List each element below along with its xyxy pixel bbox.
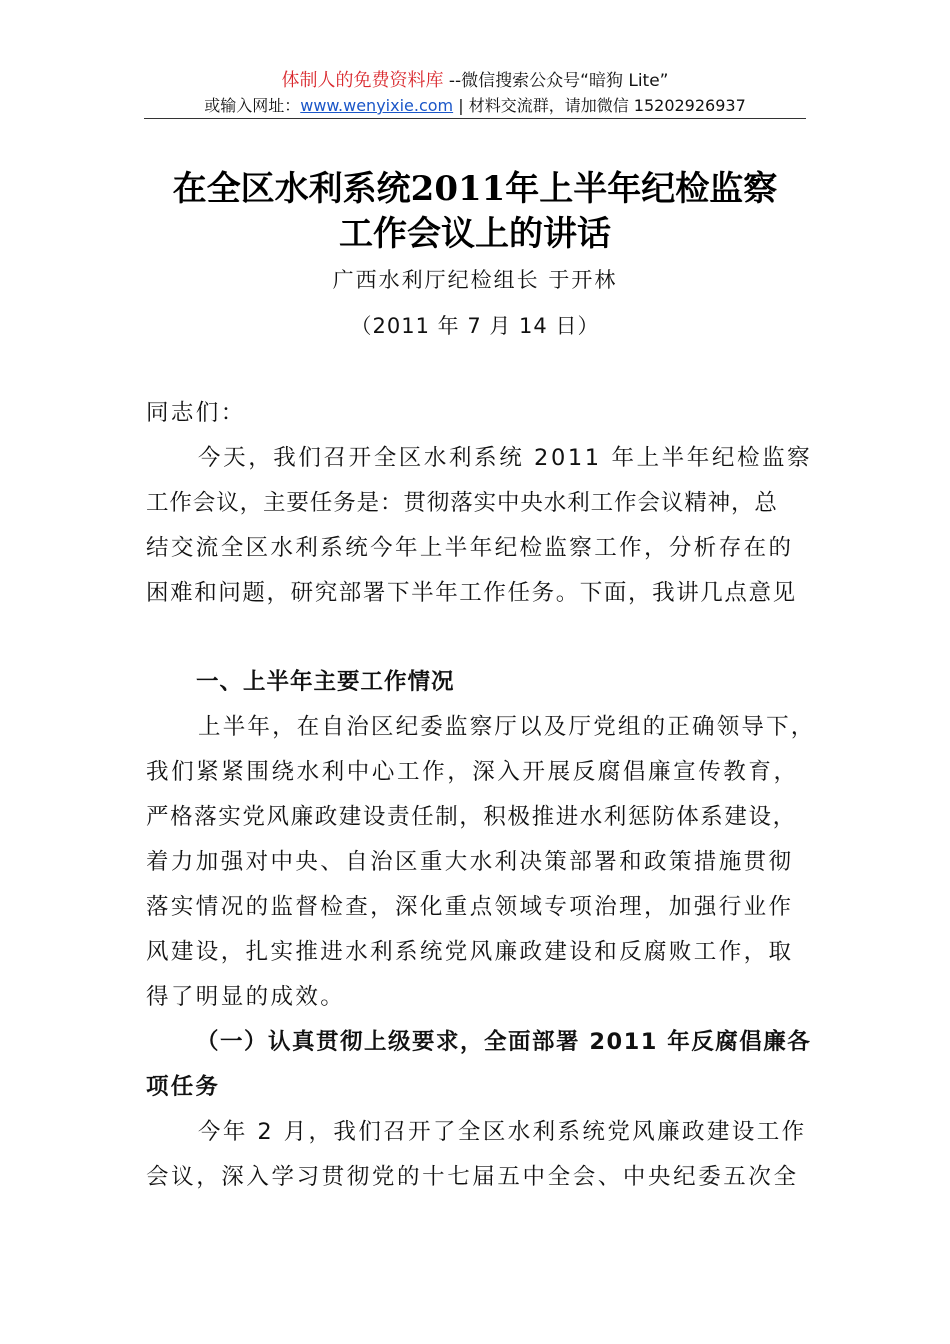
section-para-line: 严格落实党风廉政建设责任制，积极推进水利惩防体系建设， (146, 804, 797, 830)
intro-line: 结交流全区水利系统今年上半年纪检监察工作，分析存在的 (146, 535, 794, 561)
section-para-line: 上半年，在自治区纪委监察厅以及厅党组的正确领导下， (198, 714, 816, 740)
subsection-para-line: 今年 2 月，我们召开了全区水利系统党风廉政建设工作 (198, 1119, 807, 1145)
contact-suffix: | 材料交流群，请加微信 15202926937 (453, 96, 746, 115)
url-prefix: 或输入网址： (204, 96, 301, 115)
section-heading: 一、上半年主要工作情况 (196, 669, 455, 695)
search-hint: --微信搜索公众号“暗狗 Lite” (443, 71, 669, 91)
subsection-heading: 项任务 (146, 1074, 221, 1100)
section-para-line: 我们紧紧围绕水利中心工作，深入开展反腐倡廉宣传教育， (146, 759, 799, 785)
header-banner (0, 70, 950, 92)
section-para-line: 得了明显的成效。 (146, 984, 346, 1010)
section-para-line: 风建设，扎实推进水利系统党风廉政建设和反腐败工作，取 (146, 939, 794, 965)
doc-title-line-1: 在全区水利系统2011年上半年纪检监察 (172, 169, 778, 209)
salutation: 同志们： (146, 400, 246, 426)
subsection-heading: （一）认真贯彻上级要求，全面部署 2011 年反腐倡廉各 (196, 1029, 812, 1055)
section-para-line: 落实情况的监督检查，深化重点领域专项治理，加强行业作 (146, 894, 794, 920)
subsection-para-line: 会议，深入学习贯彻党的十七届五中全会、中央纪委五次全 (146, 1164, 799, 1190)
doc-title-line-2: 工作会议上的讲话 (339, 214, 611, 254)
intro-line: 今天，我们召开全区水利系统 2011 年上半年纪检监察 (198, 445, 813, 471)
intro-line: 困难和问题，研究部署下半年工作任务。下面，我讲几点意见 (146, 580, 797, 606)
doc-date: （2011 年 7 月 14 日） (350, 314, 600, 338)
doc-author: 广西水利厅纪检组长 于开林 (332, 268, 618, 292)
intro-line: 工作会议，主要任务是：贯彻落实中央水利工作会议精神，总 (146, 490, 778, 516)
brand-text: 体制人的免费资料库 (281, 70, 444, 91)
section-para-line: 着力加强对中央、自治区重大水利决策部署和政策措施贯彻 (146, 849, 794, 875)
header-contact (0, 95, 950, 117)
header-divider (144, 118, 806, 119)
website-link[interactable]: www.wenyixie.com (300, 96, 454, 115)
